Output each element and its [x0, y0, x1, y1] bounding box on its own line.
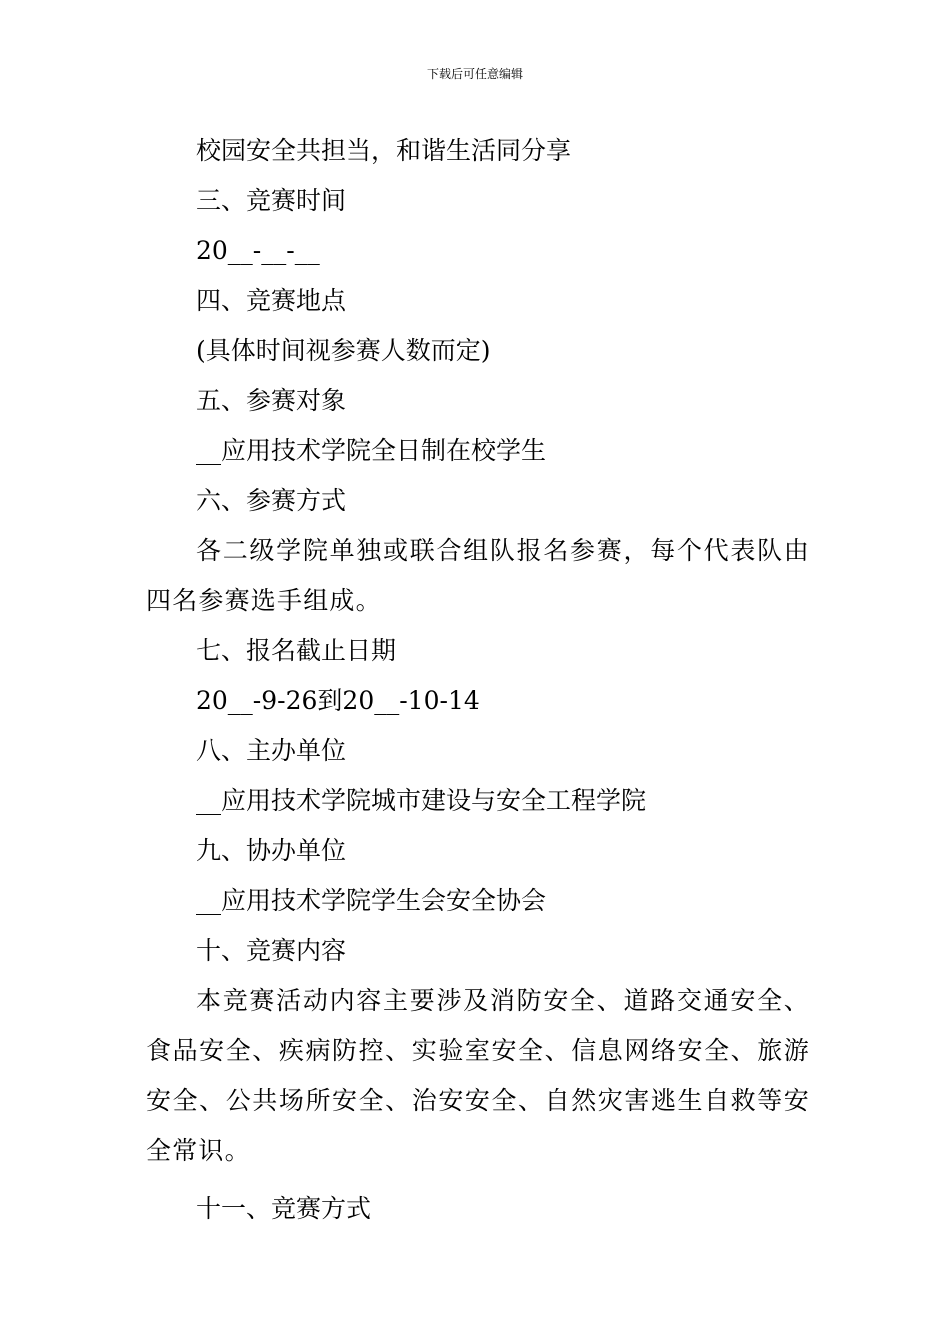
- section-value-participants: __应用技术学院全日制在校学生: [196, 436, 547, 465]
- section-value-location: (具体时间视参赛人数而定): [196, 336, 491, 365]
- section-heading-format: 六、参赛方式: [196, 486, 347, 515]
- section-value-format: 各二级学院单独或联合组队报名参赛，每个代表队由四名参赛选手组成。: [146, 536, 810, 615]
- paragraph-gap: [146, 1176, 810, 1184]
- section-heading-organizer: 八、主办单位: [196, 736, 347, 765]
- section-heading-co-organizer: 九、协办单位: [196, 836, 347, 865]
- section-heading-deadline: 七、报名截止日期: [196, 636, 397, 665]
- theme-slogan: 校园安全共担当，和谐生活同分享: [196, 136, 572, 165]
- document-body: [146, 126, 810, 1234]
- section-heading-time: 三、竞赛时间: [196, 186, 347, 215]
- section-heading-competition-method: 十一、竞赛方式: [196, 1194, 372, 1223]
- section-heading-location: 四、竞赛地点: [196, 286, 347, 315]
- section-value-organizer: __应用技术学院城市建设与安全工程学院: [196, 786, 647, 815]
- section-heading-content: 十、竞赛内容: [196, 936, 347, 965]
- section-value-time: 20__-__-__: [196, 236, 320, 265]
- section-value-deadline: 20__-9-26到20__-10-14: [196, 686, 480, 715]
- section-heading-participants: 五、参赛对象: [196, 386, 347, 415]
- section-value-co-organizer: __应用技术学院学生会安全协会: [196, 886, 547, 915]
- section-value-content: 本竞赛活动内容主要涉及消防安全、道路交通安全、食品安全、疾病防控、实验室安全、信息网络安全、旅游安全、公共场所安全、治安安全、自然灾害逃生自救等安全常识。: [146, 986, 810, 1165]
- page-header-note: 下载后可任意编辑: [426, 67, 523, 81]
